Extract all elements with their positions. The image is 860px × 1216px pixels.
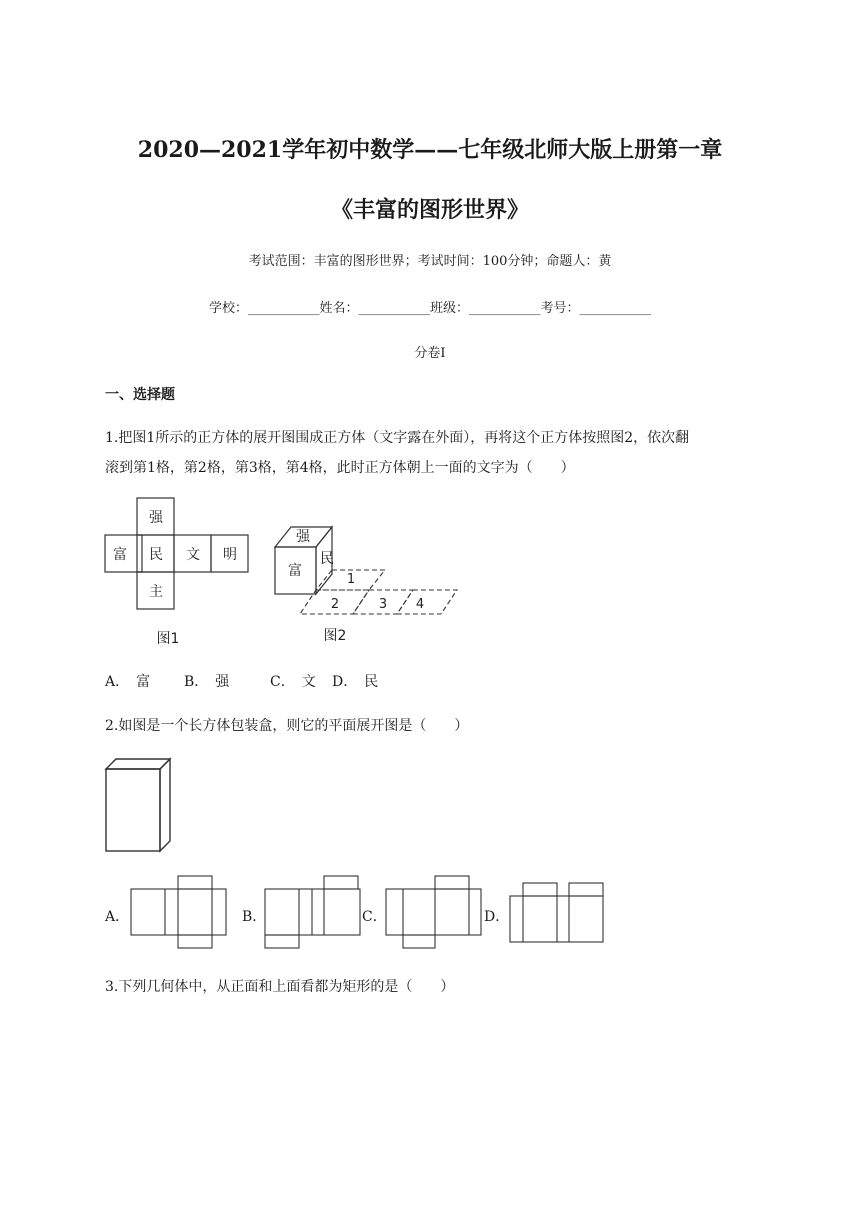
page-title-line2: 《丰富的图形世界》 bbox=[330, 197, 529, 223]
q1-figure1-cube-net bbox=[100, 493, 250, 653]
q2-stem: 2.如图是一个长方体包装盒，则它的平面展开图是（ ） bbox=[105, 718, 469, 734]
cube-top-text: 强 bbox=[296, 529, 310, 545]
net-cell-text: 主 bbox=[149, 584, 163, 600]
q1-option-c: C． 文 bbox=[270, 674, 316, 690]
exam-info: 考试范围：丰富的图形世界；考试时间：100分钟；命题人：黄 bbox=[248, 254, 612, 269]
cube-front-text: 富 bbox=[288, 563, 302, 579]
cube-side-text: 民 bbox=[320, 551, 334, 567]
q2-option-a-net bbox=[128, 873, 228, 953]
net-cell-text: 强 bbox=[149, 510, 163, 526]
net-cell-text: 文 bbox=[186, 547, 200, 563]
q1-figure2-rolling-cube bbox=[265, 520, 465, 650]
q1-stem-line1: 1.把图1所示的正方体的展开图围成正方体（文字露在外面），再将这个正方体按照图2，依次翻 bbox=[105, 430, 690, 446]
q1-stem-line2: 滚到第1格，第2格，第3格，第4格，此时正方体朝上一面的文字为（ ） bbox=[105, 460, 575, 476]
q2-option-c-net bbox=[383, 873, 483, 953]
q2-option-b-label: B． bbox=[242, 909, 267, 925]
figure2-caption: 图2 bbox=[323, 628, 347, 644]
q1-option-a: A． 富 bbox=[105, 674, 151, 690]
section-heading: 一、选择题 bbox=[105, 387, 175, 403]
q2-option-b-net bbox=[262, 873, 362, 953]
net-cell-text: 民 bbox=[149, 547, 163, 563]
q1-option-d: D． 民 bbox=[332, 674, 379, 690]
grid-cell-number: 1 bbox=[346, 572, 356, 587]
grid-cell-number: 2 bbox=[330, 597, 340, 612]
q3-stem: 3.下列几何体中，从正面和上面看都为矩形的是（ ） bbox=[105, 979, 455, 995]
figure1-caption: 图1 bbox=[156, 631, 180, 647]
q2-option-a-label: A． bbox=[105, 909, 130, 925]
grid-cell-number: 4 bbox=[415, 597, 425, 612]
net-cell-text: 明 bbox=[223, 547, 237, 563]
q2-box-figure bbox=[100, 755, 180, 855]
q1-option-b: B． 强 bbox=[184, 674, 230, 690]
q2-option-d-net bbox=[507, 880, 607, 948]
student-fields: 学校：___________姓名：___________班级：___________考号：___________ bbox=[208, 301, 651, 316]
q2-option-d-label: D． bbox=[484, 909, 510, 925]
q2-option-c-label: C． bbox=[362, 909, 387, 925]
page-title-line1: 2020—2021学年初中数学——七年级北师大版上册第一章 bbox=[137, 137, 723, 163]
section-label: 分卷I bbox=[414, 346, 446, 361]
grid-cell-number: 3 bbox=[378, 597, 388, 612]
net-cell-text: 富 bbox=[113, 547, 127, 563]
